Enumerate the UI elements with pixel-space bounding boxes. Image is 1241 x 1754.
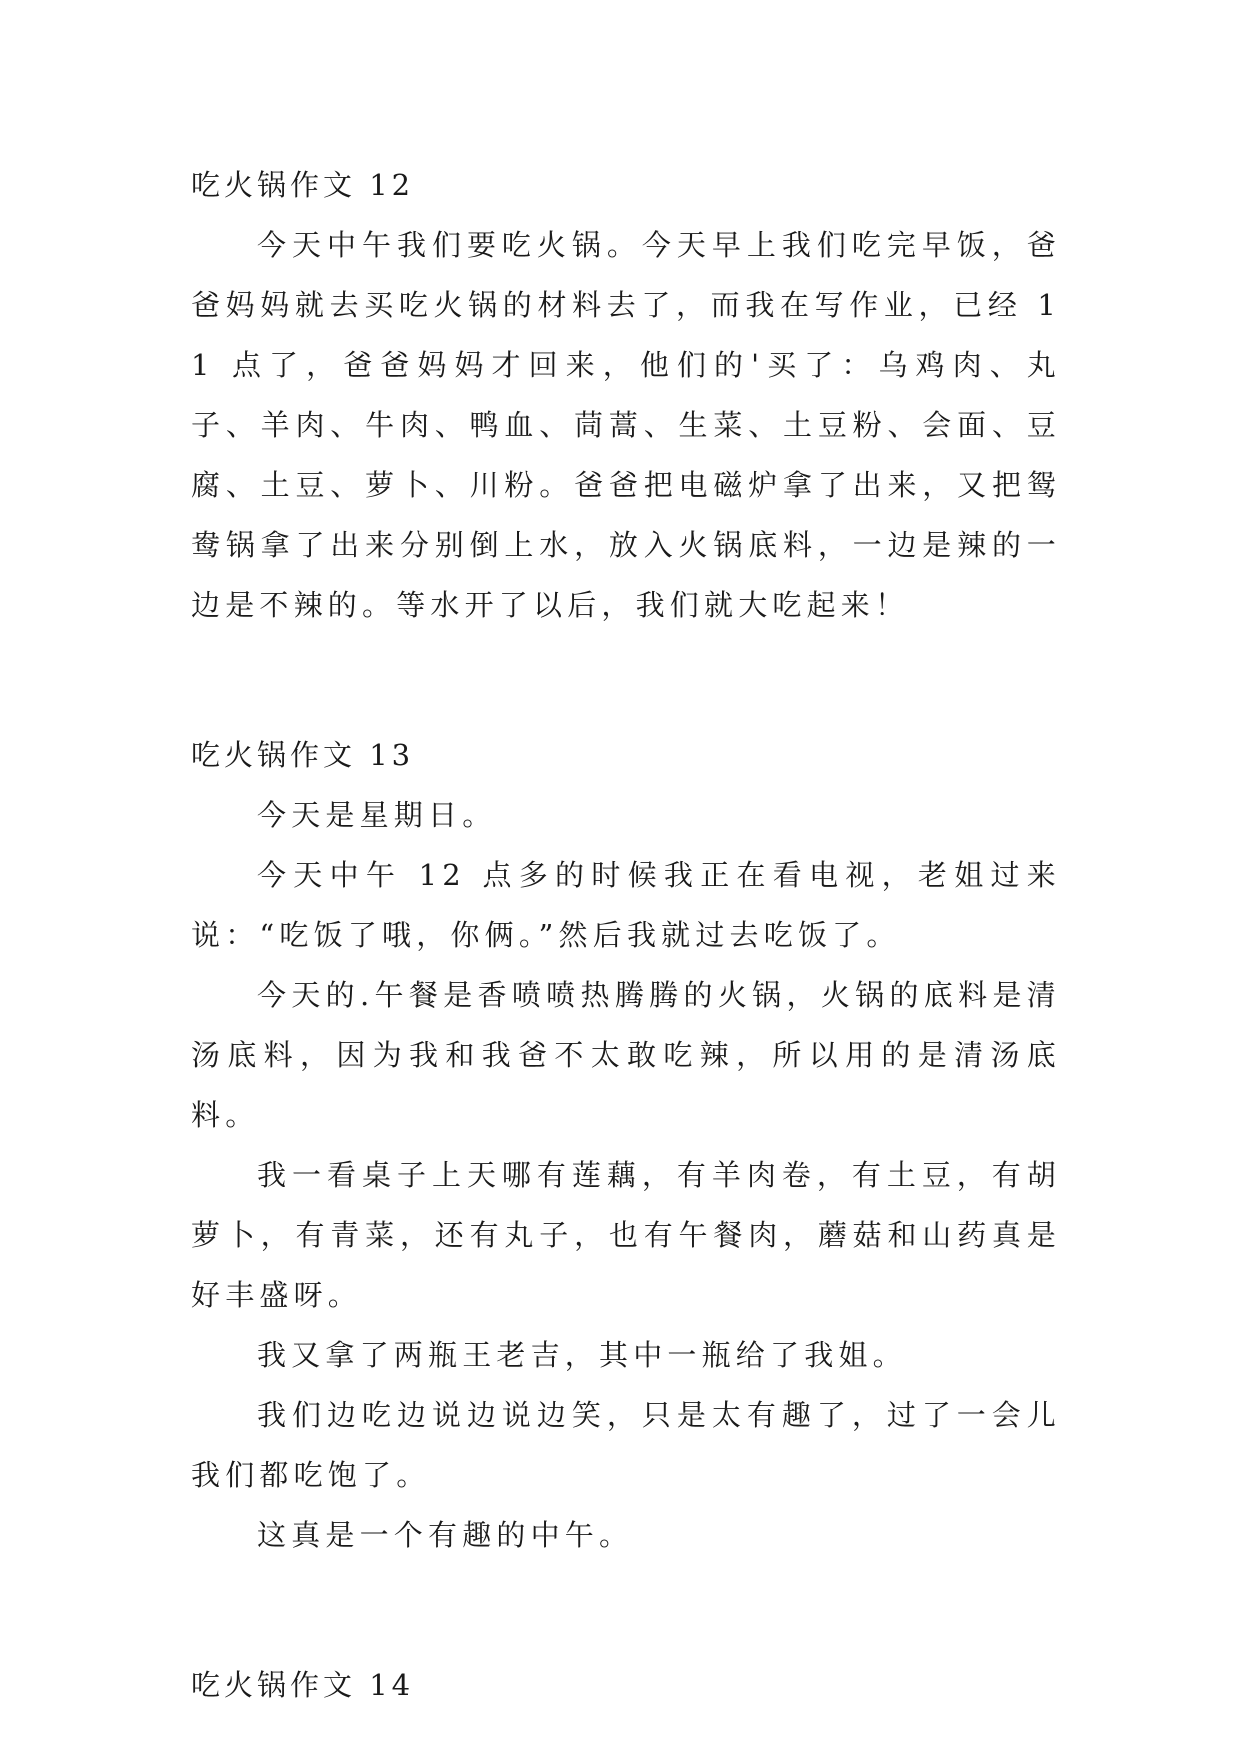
essay-section-13 xyxy=(191,725,1061,1565)
essay-section-12 xyxy=(191,155,1061,635)
section-title: 吃火锅作文 13 xyxy=(191,738,415,772)
paragraph: 今天中午我们要吃火锅。今天早上我们吃完早饭，爸爸妈妈就去买吃火锅的材料去了，而我在写作业，已经 11 点了，爸爸妈妈才回来，他们的'买了：乌鸡肉、丸子、羊肉、牛肉、鸭血、茼蒿、生菜、土豆粉、会面、豆腐、土豆、萝卜、川粉。爸爸把电磁炉拿了出来，又把鸳鸯锅拿了出来分别倒上水，放入火锅底料，一边是辣的一边是不辣的。等水开了以后，我们就大吃起来！ xyxy=(191,228,1061,622)
paragraph: 这真是一个有趣的中午。 xyxy=(257,1518,634,1552)
paragraph: 我一看桌子上天哪有莲藕，有羊肉卷，有土豆，有胡萝卜，有青菜，还有丸子，也有午餐肉，蘑菇和山药真是好丰盛呀。 xyxy=(191,1158,1061,1312)
paragraph: 我又拿了两瓶王老吉，其中一瓶给了我姐。 xyxy=(257,1338,907,1372)
paragraph: 今天中午 12 点多的时候我正在看电视，老姐过来说：“吃饭了哦，你俩。”然后我就过去吃饭了。 xyxy=(191,858,1061,952)
document-body xyxy=(191,155,1061,1715)
section-gap xyxy=(191,635,1061,725)
paragraph: 今天是星期日。 xyxy=(257,798,497,832)
paragraph: 今天的.午餐是香喷喷热腾腾的火锅，火锅的底料是清汤底料，因为我和我爸不太敢吃辣，所以用的是清汤底料。 xyxy=(191,978,1061,1132)
section-title: 吃火锅作文 14 xyxy=(191,1668,415,1702)
paragraph: 我们边吃边说边说边笑，只是太有趣了，过了一会儿我们都吃饱了。 xyxy=(191,1398,1061,1492)
section-gap xyxy=(191,1565,1061,1655)
essay-section-14 xyxy=(191,1655,1061,1715)
section-title: 吃火锅作文 12 xyxy=(191,168,415,202)
